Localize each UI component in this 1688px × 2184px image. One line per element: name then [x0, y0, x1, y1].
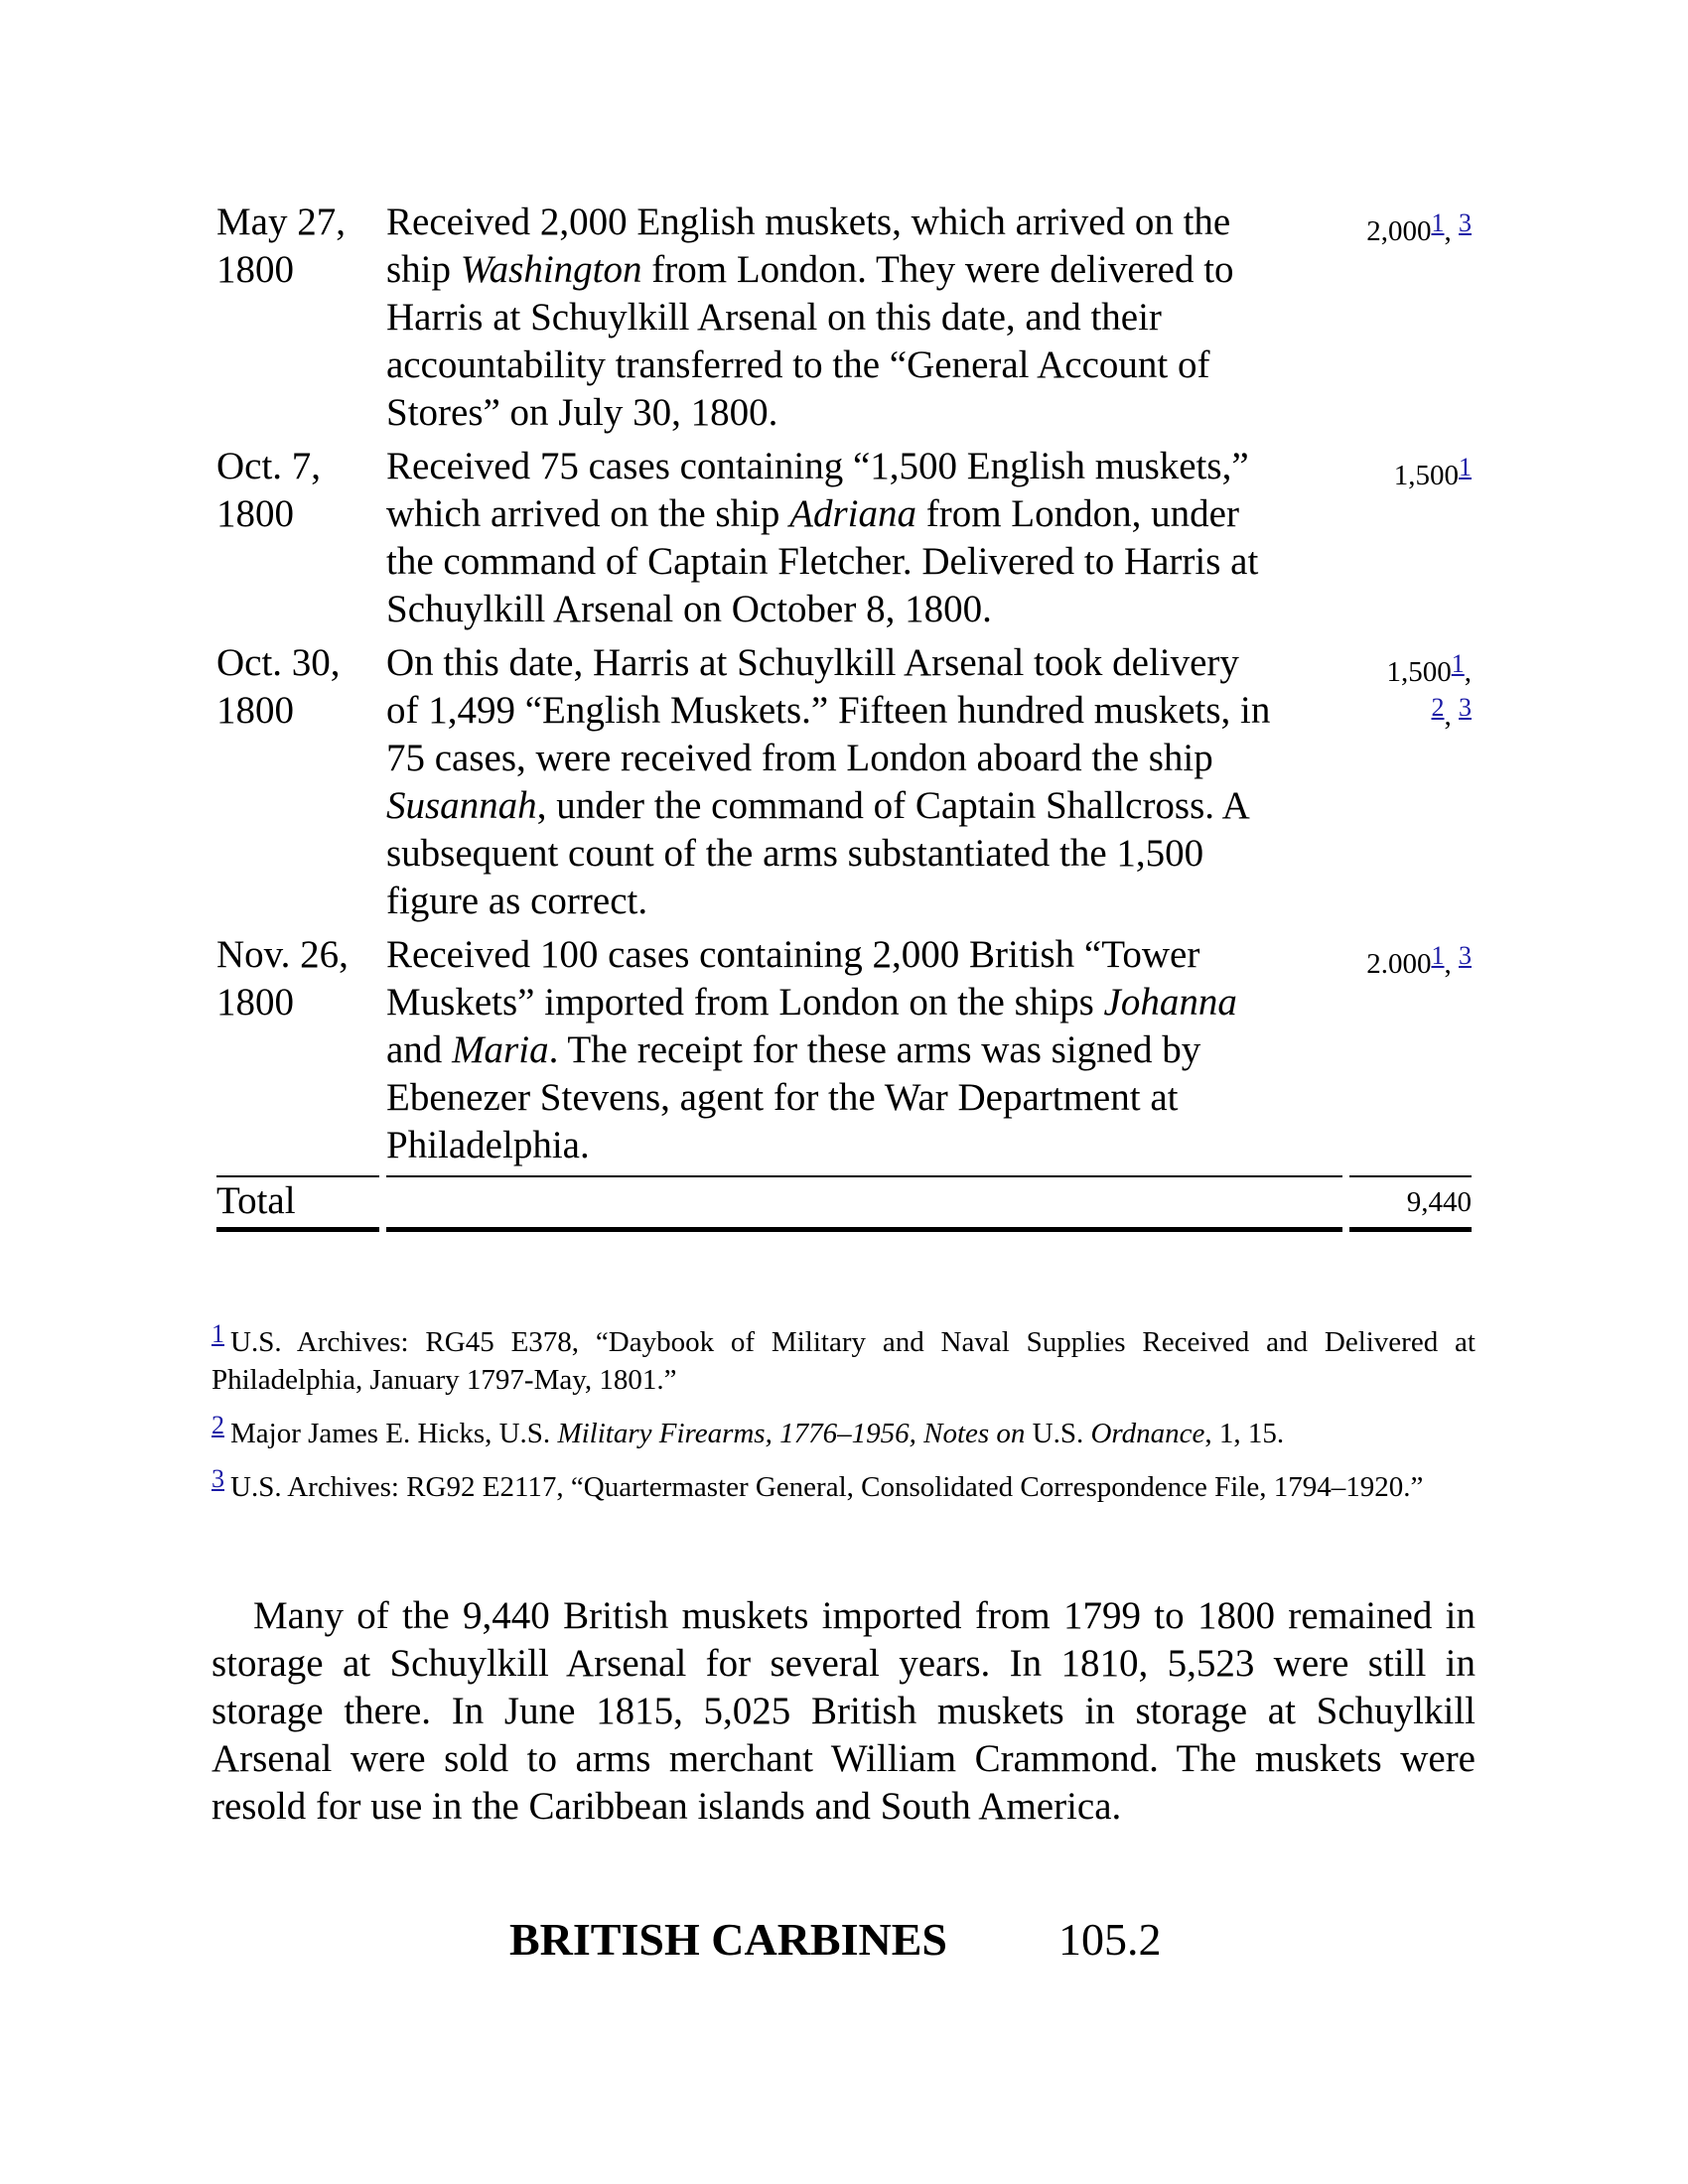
quantity-value: 2,000 — [1366, 215, 1432, 247]
total-value: 9,440 — [1349, 1175, 1472, 1232]
quantity-cell — [1349, 639, 1472, 734]
footnote-text: Major James E. Hicks, U.S. — [230, 1418, 558, 1449]
quantity-value: 1,500 — [1393, 460, 1459, 491]
description-line: Received 100 cases containing 2,000 British “Tower — [386, 933, 1200, 976]
description-line — [386, 782, 1342, 830]
description-line: Philadelphia. — [386, 1124, 590, 1166]
total-label: Total — [216, 1175, 379, 1232]
total-spacer — [386, 1175, 1342, 1232]
quantity-cell — [1349, 443, 1472, 493]
footnote-ref-link[interactable]: 1 — [1459, 453, 1472, 481]
quantity-cell — [1349, 199, 1472, 249]
description-line: accountability transferred to the “General Account of — [386, 343, 1210, 386]
text-run: and — [386, 1028, 453, 1071]
date-line: 1800 — [216, 492, 294, 535]
footnote-ref-link[interactable]: 3 — [1459, 941, 1472, 970]
description-cell — [386, 199, 1342, 437]
description-line: Stores” on July 30, 1800. — [386, 391, 778, 434]
section-number: 105.2 — [1057, 1914, 1162, 1965]
section-title: BRITISH CARBINES — [509, 1914, 947, 1965]
description-line — [386, 490, 1342, 538]
section-heading — [509, 1912, 1161, 1968]
footnotes — [211, 1315, 1476, 1514]
description-line: subsequent count of the arms substantiated the 1,500 — [386, 832, 1204, 875]
text-run: , under the command of Captain Shallcross. A — [536, 784, 1250, 827]
footnote — [211, 1315, 1476, 1399]
date-line: Oct. 30, — [216, 641, 341, 684]
date-line: 1800 — [216, 248, 294, 291]
text-run: from London. They were delivered to — [641, 248, 1234, 291]
description-line: Received 2,000 English muskets, which arrived on the — [386, 201, 1231, 243]
footnote-text: U.S. — [1025, 1418, 1091, 1449]
footnote-ref-link[interactable]: 3 — [1459, 693, 1472, 722]
body-paragraph: Many of the 9,440 British muskets imported from 1799 to 1800 remained in storage at Schuylkill Arsenal for several years. In 1810, 5,523 were still in storage there. In June 1815, 5,025 British muskets in storage at Schuylkill Arsenal were sold to arms merchant William Crammond. The muskets were resold for use in the Caribbean islands and South America. — [211, 1594, 1476, 1828]
date-line: Oct. 7, — [216, 445, 322, 487]
ship-name: Washington — [460, 248, 642, 291]
description-cell — [386, 443, 1342, 633]
footnote-ref-link[interactable]: 1 — [1431, 208, 1445, 237]
description-cell — [386, 931, 1342, 1169]
description-line: 75 cases, were received from London aboard the ship — [386, 737, 1213, 779]
quantity-value: 2.000 — [1366, 948, 1432, 980]
footnote-text: U.S. Archives: RG92 E2117, “Quartermaster General, Consolidated Correspondence File, 1794–1920.” — [230, 1471, 1424, 1503]
ship-name: Maria — [452, 1028, 549, 1071]
date-line: 1800 — [216, 981, 294, 1024]
footnote-ref-link[interactable]: 3 — [1459, 208, 1472, 237]
description-line: Ebenezer Stevens, agent for the War Department at — [386, 1076, 1179, 1119]
footnote-ref-link[interactable]: 1 — [1431, 941, 1445, 970]
date-line: Nov. 26, — [216, 933, 349, 976]
description-line: of 1,499 “English Muskets.” Fifteen hundred muskets, in — [386, 689, 1271, 732]
date-line: May 27, — [216, 201, 346, 243]
total-row — [216, 1175, 1472, 1232]
description-line: On this date, Harris at Schuylkill Arsenal took delivery — [386, 641, 1239, 684]
footnote — [211, 1407, 1476, 1452]
footnote-mark[interactable]: 3 — [211, 1464, 224, 1493]
text-run: which arrived on the ship — [386, 492, 790, 535]
footnote-text: , 1, 15. — [1204, 1418, 1285, 1449]
footnote-mark[interactable]: 2 — [211, 1411, 224, 1439]
ship-name: Susannah — [386, 784, 537, 827]
footnote-refs — [1459, 453, 1472, 491]
text-run: from London, under — [916, 492, 1239, 535]
description-line: Schuylkill Arsenal on October 8, 1800. — [386, 588, 992, 630]
date-cell — [216, 931, 379, 1026]
text-run: Muskets” imported from London on the ships — [386, 981, 1104, 1024]
description-line — [386, 979, 1342, 1026]
quantity-value: 1,500 — [1386, 656, 1452, 688]
description-line: figure as correct. — [386, 880, 648, 922]
table-row — [216, 931, 1472, 1169]
footnote — [211, 1460, 1476, 1506]
table-row — [216, 443, 1472, 633]
musket-receipts-table — [216, 199, 1472, 1232]
description-cell — [386, 639, 1342, 925]
text-run: ship — [386, 248, 461, 291]
table-row — [216, 199, 1472, 437]
date-cell — [216, 639, 379, 735]
table-row — [216, 639, 1472, 925]
footnote-ref-link[interactable]: 2 — [1431, 693, 1445, 722]
quantity-cell — [1349, 931, 1472, 982]
description-line: Received 75 cases containing “1,500 English muskets,” — [386, 445, 1249, 487]
footnote-ref-link[interactable]: 1 — [1451, 649, 1465, 678]
footnote-title: Military Firearms, 1776–1956, Notes on — [557, 1418, 1026, 1449]
description-line — [386, 246, 1342, 294]
footnote-refs: 1, 3 — [1431, 208, 1472, 247]
footnote-title: Ordnance — [1090, 1418, 1205, 1449]
description-line: Harris at Schuylkill Arsenal on this date, and their — [386, 296, 1162, 339]
ship-name: Johanna — [1103, 981, 1237, 1024]
text-run: . The receipt for these arms was signed by — [548, 1028, 1201, 1071]
footnote-refs: 1, 2, 3 — [1431, 649, 1472, 732]
footnote-text: U.S. Archives: RG45 E378, “Daybook of Military and Naval Supplies Received and Delivered at Philadelphia, January 1797-May, 1801.” — [211, 1326, 1476, 1396]
date-cell — [216, 443, 379, 538]
date-line: 1800 — [216, 689, 294, 732]
description-line — [386, 1026, 1342, 1074]
ship-name: Adriana — [789, 492, 916, 535]
footnote-mark[interactable]: 1 — [211, 1319, 224, 1348]
date-cell — [216, 199, 379, 294]
description-line: the command of Captain Fletcher. Delivered to Harris at — [386, 540, 1259, 583]
footnote-refs: 1, 3 — [1431, 941, 1472, 980]
